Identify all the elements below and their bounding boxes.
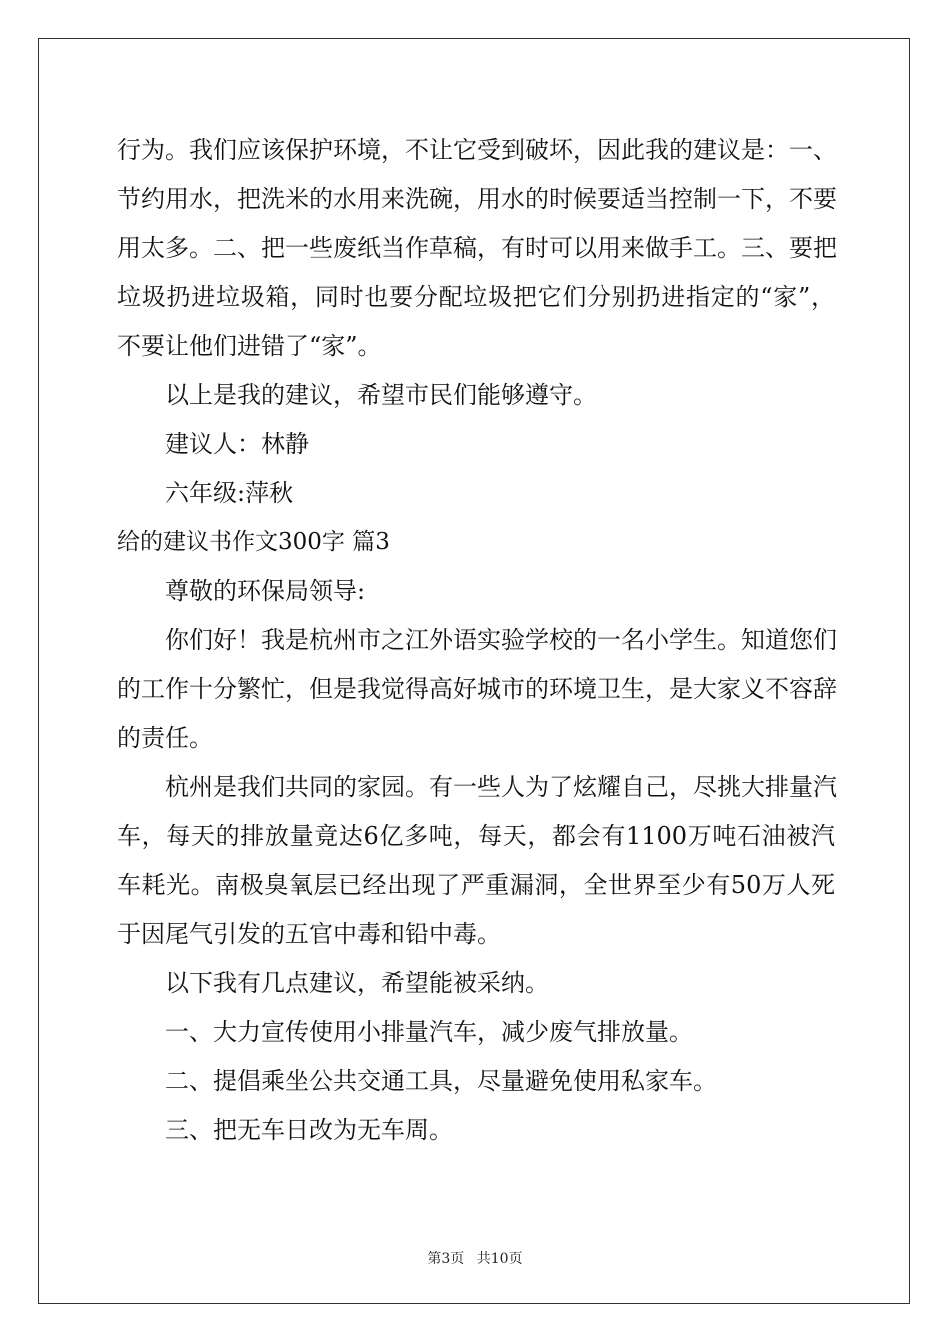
text-line: 用太多。二、把一些废纸当作草稿，有时可以用来做手工。三、要把 <box>117 234 837 262</box>
signature-line: 建议人：林静 <box>165 430 309 458</box>
text-line: 的工作十分繁忙，但是我觉得高好城市的环境卫生，是大家义不容辞 <box>117 675 837 703</box>
section-title: 给的建议书作文300字 篇3 <box>117 529 390 555</box>
page-footer <box>0 1248 950 1268</box>
list-item: 二、提倡乘坐公共交通工具，尽量避免使用私家车。 <box>165 1067 717 1095</box>
text-line: 车耗光。南极臭氧层已经出现了严重漏洞，全世界至少有50万人死 <box>117 871 835 899</box>
text-line: 垃圾扔进垃圾箱，同时也要分配垃圾把它们分别扔进指定的“家”， <box>117 283 835 311</box>
text-line: 车，每天的排放量竟达6亿多吨，每天，都会有1100万吨石油被汽 <box>117 822 835 850</box>
salutation: 尊敬的环保局领导: <box>165 577 366 605</box>
list-item: 一、大力宣传使用小排量汽车，减少废气排放量。 <box>165 1018 693 1046</box>
text-line: 的责任。 <box>117 724 213 752</box>
text-line: 节约用水，把洗米的水用来洗碗，用水的时候要适当控制一下，不要 <box>117 185 837 213</box>
page-total: 共10页 <box>476 1251 523 1267</box>
grade-line: 六年级:萍秋 <box>165 479 294 507</box>
text-line: 于因尾气引发的五官中毒和铅中毒。 <box>117 920 501 948</box>
text-line: 杭州是我们共同的家园。有一些人为了炫耀自己，尽挑大排量汽 <box>165 773 837 801</box>
list-item: 三、把无车日改为无车周。 <box>165 1116 453 1144</box>
text-line: 以上是我的建议，希望市民们能够遵守。 <box>165 381 597 409</box>
document-body <box>117 126 835 1155</box>
text-line: 以下我有几点建议，希望能被采纳。 <box>165 969 549 997</box>
text-line: 行为。我们应该保护环境，不让它受到破坏，因此我的建议是：一、 <box>117 136 837 164</box>
text-line: 你们好！我是杭州市之江外语实验学校的一名小学生。知道您们 <box>165 626 837 654</box>
page-number: 第3页 <box>427 1251 465 1267</box>
text-line: 不要让他们进错了“家”。 <box>117 332 382 360</box>
